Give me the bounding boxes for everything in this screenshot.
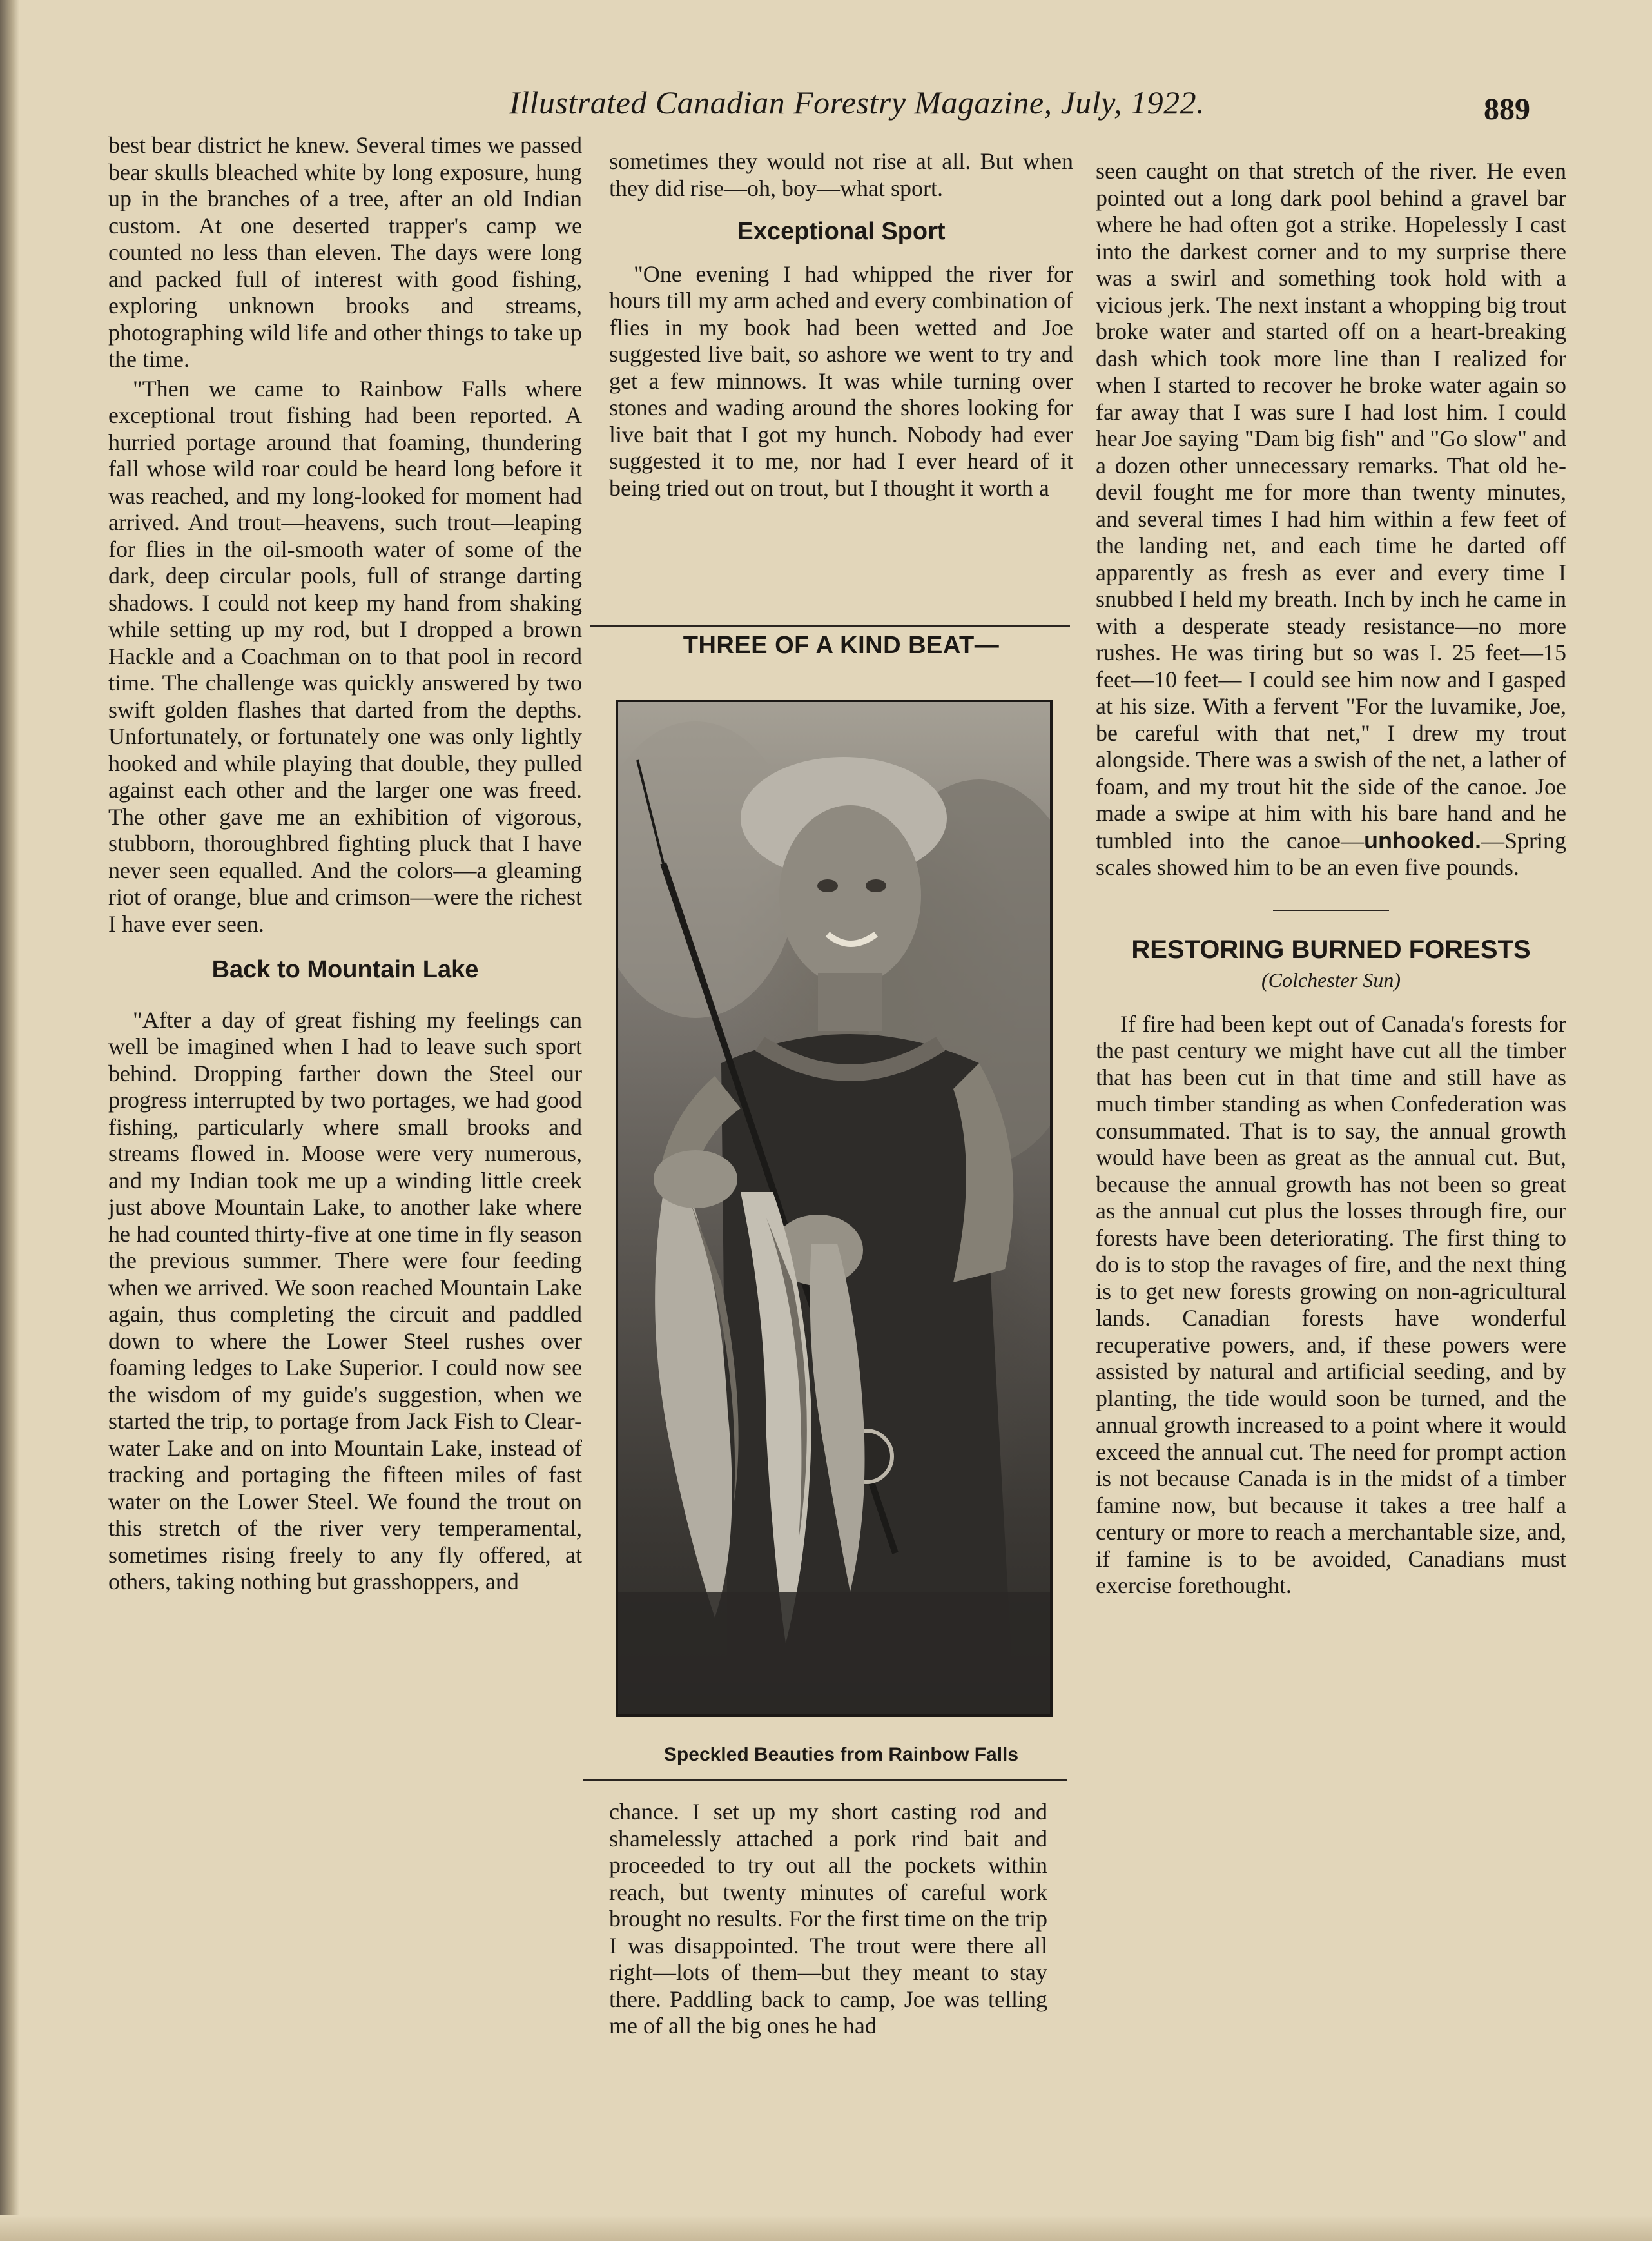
photo-title: THREE OF A KIND BEAT— (683, 632, 1000, 659)
col1-paragraph-1: best bear district he knew. Several times we passed bear skulls bleached white by long exposure, hung up in the branches of a tree, after an old Indian custom. At one deserted trapper's camp we counted no less than eleven. The days were long and packed full of interest with good fishing, exploring unknown brooks and streams, photographing wild life and other things to take up the time. (108, 132, 582, 372)
page-bottom-edge (0, 2215, 1652, 2241)
col3-text-b: —Spring scales showed him to be an even five pounds. (1096, 827, 1566, 880)
col1-paragraph-2: "Then we came to Rainbow Falls where exceptional trout fishing had been reported. A hurried portage around that foaming, thundering fall whose wild roar could be heard long before it was reached, and my long-looked for moment had arrived. And trout—heavens, such trout—leaping for flies in the oil-smooth water of some of the dark, deep circular pools, full of strange darting shadows. I could not keep my hand from shaking while setting up my rod, but I dropped a brown Hackle and a Coachman on to that pool in record time. The challenge was quickly answered by two swift golden flashes that darted from the depths. Unfortunately, or fortunately one was only lightly hooked and while playing that double, they pulled against each other and the larger one was freed. The other gave me an exhibition of vigorous, stubborn, thoroughbred fighting pluck that I have never seen equalled. And the colors—a gleaming riot of orange, blue and crimson—were the richest I have ever seen. (108, 375, 582, 937)
column-left (108, 132, 582, 1598)
col3-paragraph-1 (1096, 158, 1566, 881)
running-header: Illustrated Canadian Forestry Magazine, July, 1922. (509, 84, 1205, 121)
col1-paragraph-3: "After a day of great fishing my feelings can well be imagined when I had to leave such sport behind. Dropping farther down the Steel our progress interrupted by two portages, we had good fishing, particularly where small brooks and streams flowed in. Moose were very numerous, and my Indian took me up a winding little creek just above Mountain Lake, to another lake where he had counted thirty-five at one time in fly season the previous summer. There were four feeding when we arrived. We soon reached Mountain Lake again, thus completing the circuit and paddled down to where the Lower Steel rushes over foaming ledges to Lake Superior. I could now see the wisdom of my guide's suggestion, when we started the trip, to portage from Jack Fish to Clear-water Lake and on into Mountain Lake, instead of tracking and portaging the fifteen miles of fast water on the Lower Steel. We found the trout on this stretch of the river very temperamental, sometimes rising freely to any fly offered, at others, taking nothing but grasshoppers, and (108, 1006, 582, 1594)
page-binding-edge (0, 0, 19, 2241)
article-body: If fire had been kept out of Canada's forests for the past century we might have cut all the timber that has been cut in that time and still have as much timber standing as when Confederation was consummated. That is to say, the annual growth would have been as great as the annual cut. But, because the annual growth has not been so great as the annual cut plus the losses through fire, our forests have been deteriorating. The first thing to do is to stop the ravages of fire, and the next thing is to get new forests growing on non-agricultural lands. Canadian forests have wonderful recuperative powers, and, if these powers were assisted by natural and artificial seeding, and by planting, the tide would soon be turned, and the annual growth increased to a point where it would exceed the annual cut. The need for prompt action is not because Canada is in the midst of a timber famine now, but because it takes a tree half a century or more to reach a merchantable size, and, if famine is to be avoided, Canadians must exercise forethought. (1096, 1010, 1566, 1598)
photo-illustration (618, 702, 1050, 1714)
column-right (1096, 158, 1566, 1602)
photo-caption: Speckled Beauties from Rainbow Falls (663, 1744, 1019, 1765)
col2-paragraph-2: "One evening I had whipped the river for hours till my arm ached and every combination of flies in my book had been wetted and Joe suggested live bait, so ashore we went to try and get a few minnows. It was while turning over stones and wading around the shores looking for live bait that I got my hunch. Nobody had ever suggested it to me, nor had I ever heard of it being tried out on trout, but I thought it worth a (609, 260, 1073, 501)
subhead-exceptional-sport: Exceptional Sport (737, 218, 946, 245)
photo-angler-with-trout (616, 700, 1053, 1717)
col3-text-a: seen caught on that stretch of the river. He even pointed out a long dark pool behind a gravel bar where he had often got a strike. Hopelessly I cast into the darkest corner and to my surprise there was a swirl and something took hold with a vicious jerk. The next instant a whopping big trout broke water and started off on a heart-breaking dash which took more line than I realized for when I started to recover he broke water again so far away that I was sure I had lost him. I could hear Joe saying "Dam big fish" and "Go slow" and a dozen other unnecessary remarks. That old he-devil fought me for more than twenty minutes, and several times I had him within a few feet of the landing net, and each time he darted off apparently as fresh as ever and every time I snubbed I held my breath. Inch by inch he came in with a desperate steady resistance—no more rushes. He was tiring but so was I. 25 feet—15 feet—10 feet— I could see him now and I gasped at his size. With a fervent "For the luvamike, Joe, be careful with that net," I drew my trout alongside. There was a swish of the net, a lather of foam, and my trout hit the side of the canoe. Joe made a swipe at him with his bare hand and he tumbled into the canoe— (1096, 158, 1566, 854)
rule-above-photo (590, 625, 1070, 627)
article-source: (Colchester Sun) (1261, 968, 1401, 992)
col3-bold-unhooked: unhooked. (1363, 827, 1481, 854)
col2-paragraph-1: sometimes they would not rise at all. But when they did rise—oh, boy—what sport. (609, 148, 1073, 201)
article-title-restoring-burned-forests: RESTORING BURNED FORESTS (1131, 935, 1531, 964)
column-middle-bottom (609, 1799, 1047, 2042)
subhead-back-to-mountain-lake: Back to Mountain Lake (211, 956, 479, 983)
rule-between-articles (1273, 910, 1389, 911)
page-number: 889 (1484, 92, 1530, 126)
column-middle-top (609, 148, 1073, 504)
rule-below-photo (583, 1779, 1067, 1781)
col2-paragraph-3: chance. I set up my short casting rod and shamelessly attached a pork rind bait and proceeded to try out all the pockets within reach, but twenty minutes of careful work brought no results. For the first time on the trip I was disappointed. The trout were there all right—lots of them—but they meant to stay there. Paddling back to camp, Joe was telling me of all the big ones he had (609, 1799, 1047, 2039)
